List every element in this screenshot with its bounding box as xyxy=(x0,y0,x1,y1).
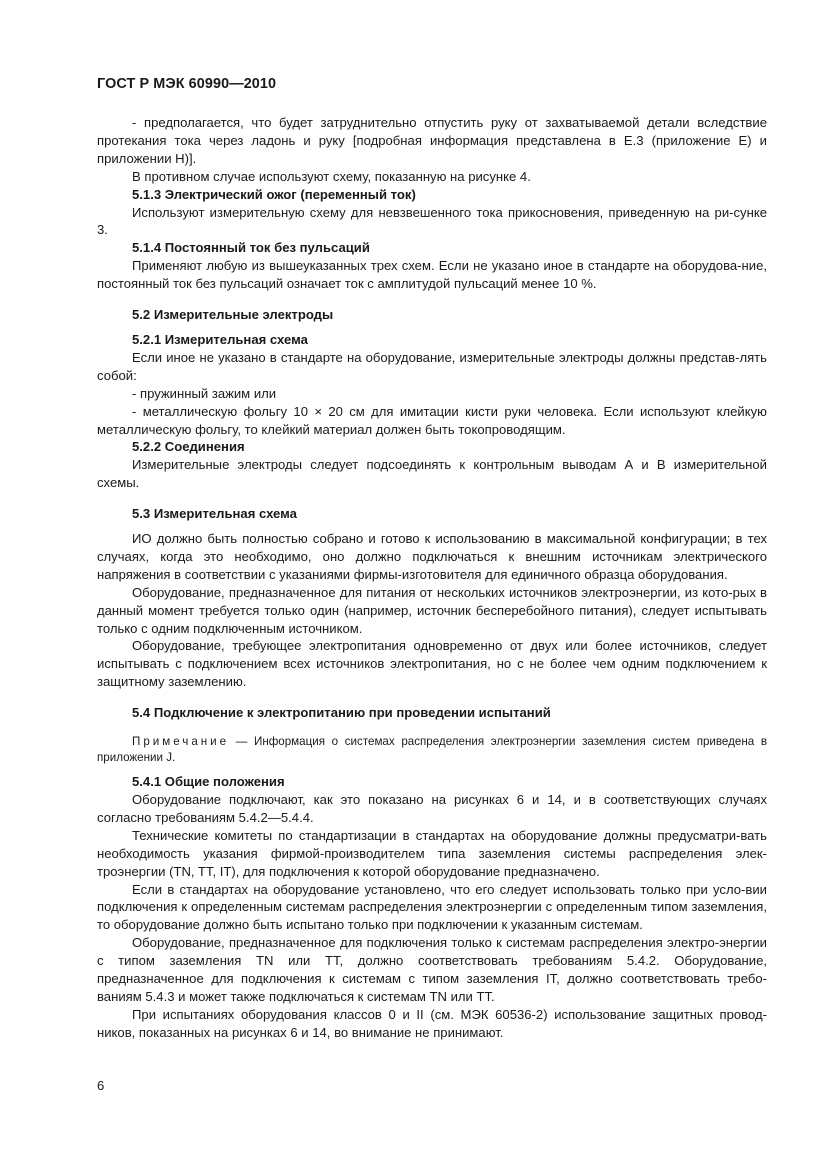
section-heading: 5.4.1 Общие положения xyxy=(132,774,285,790)
note-label: Примечание xyxy=(132,735,230,749)
paragraph: При испытаниях оборудования классов 0 и II (см. МЭК 60536-2) использование защитных провод-ников, показанных на рисунках 6 и 14, во внимание не принимают. xyxy=(97,1006,767,1040)
note-text: — Информация о системах распределения электроэнергии заземления систем приведена в приложении J. xyxy=(97,735,767,765)
paragraph: Используют измерительную схему для невзвешенного тока прикосновения, приведенную на ри-сунке 3. xyxy=(97,204,767,238)
section-heading: 5.2.1 Измерительная схема xyxy=(132,331,308,347)
note xyxy=(97,734,767,766)
paragraph: Измерительные электроды следует подсоединять к контрольным выводам А и В измерительной схемы. xyxy=(97,457,767,491)
paragraph: Применяют любую из вышеуказанных трех схем. Если не указано иное в стандарте на оборудова-ние, постоянный ток без пульсаций означает ток с амплитудой пульсаций менее 10 %. xyxy=(97,258,767,292)
paragraph: Если иное не указано в стандарте на оборудование, измерительные электроды должны представ-лять собой: xyxy=(97,349,767,383)
section-heading: 5.1.3 Электрический ожог (переменный ток) xyxy=(132,186,416,202)
section-heading: 5.2 Измерительные электроды xyxy=(132,307,334,323)
paragraph: Оборудование, требующее электропитания одновременно от двух или более источников, следует испытывать с подключением всех источников электропитания, но с не более чем одним подключением к защитному заземлению. xyxy=(97,638,767,690)
paragraph: Оборудование, предназначенное для подключения только к системам распределения электро-энергии с типом заземления TN или TT, должно соответствовать требованиям 5.4.2. Оборудование, предназначенное для подключения к системам с типом заземления IT, должно соответствовать требо-ваниям 5.4.3 и может также подключаться к системам TN или TT. xyxy=(97,935,767,1004)
section-heading: 5.4 Подключение к электропитанию при проведении испытаний xyxy=(132,705,551,721)
paragraph: Оборудование, предназначенное для питания от нескольких источников электроэнергии, из кото-рых в данный момент требуется только один (например, источник бесперебойного питания), следует испытывать только с одним подключенным источником. xyxy=(97,584,767,636)
section-heading: 5.2.2 Соединения xyxy=(132,439,245,455)
list-item: - пружинный зажим или xyxy=(132,385,277,401)
section-heading: 5.3 Измерительная схема xyxy=(132,506,297,522)
paragraph: - предполагается, что будет затруднительно отпустить руку от захватываемой детали вследствие протекания тока через ладонь и руку [подробная информация представлена в Е.3 (приложение Е) и приложении Н)]. xyxy=(97,115,767,166)
section-heading: 5.1.4 Постоянный ток без пульсаций xyxy=(132,240,370,256)
document-header: ГОСТ Р МЭК 60990—2010 xyxy=(97,76,277,92)
paragraph: Технические комитеты по стандартизации в стандартах на оборудование должны предусматри-вать необходимость указания фирмой-производителем типа заземления системы распределения элек-троэнергии (TN, TT, IT), для подключения к которой оборудование предназначено. xyxy=(97,827,767,879)
page-number: 6 xyxy=(97,1078,105,1093)
paragraph: ИО должно быть полностью собрано и готово к использованию в максимальной конфигурации; в тех случаях, когда это необходимо, оно должно подключаться к внешним источникам электрического напряжения в соответствии с указаниями фирмы-изготовителя для единичного образца оборудования. xyxy=(97,531,767,582)
list-item: - металлическую фольгу 10 × 20 см для имитации кисти руки человека. Если используют клейкую металлическую фольгу, то клейкий материал должен быть токопроводящим. xyxy=(97,403,767,437)
paragraph: Оборудование подключают, как это показано на рисунках 6 и 14, и в соответствующих случаях согласно требованиям 5.4.2—5.4.4. xyxy=(97,792,767,825)
paragraph: Если в стандартах на оборудование установлено, что его следует использовать только при усло-вии подключения к определенным системам распределения электроэнергии с определенным типом заземления, то оборудование должно быть испытано только при подключении к указанным системам. xyxy=(97,881,767,933)
paragraph: В противном случае используют схему, показанную на рисунке 4. xyxy=(132,168,531,184)
document-body xyxy=(97,114,767,1042)
